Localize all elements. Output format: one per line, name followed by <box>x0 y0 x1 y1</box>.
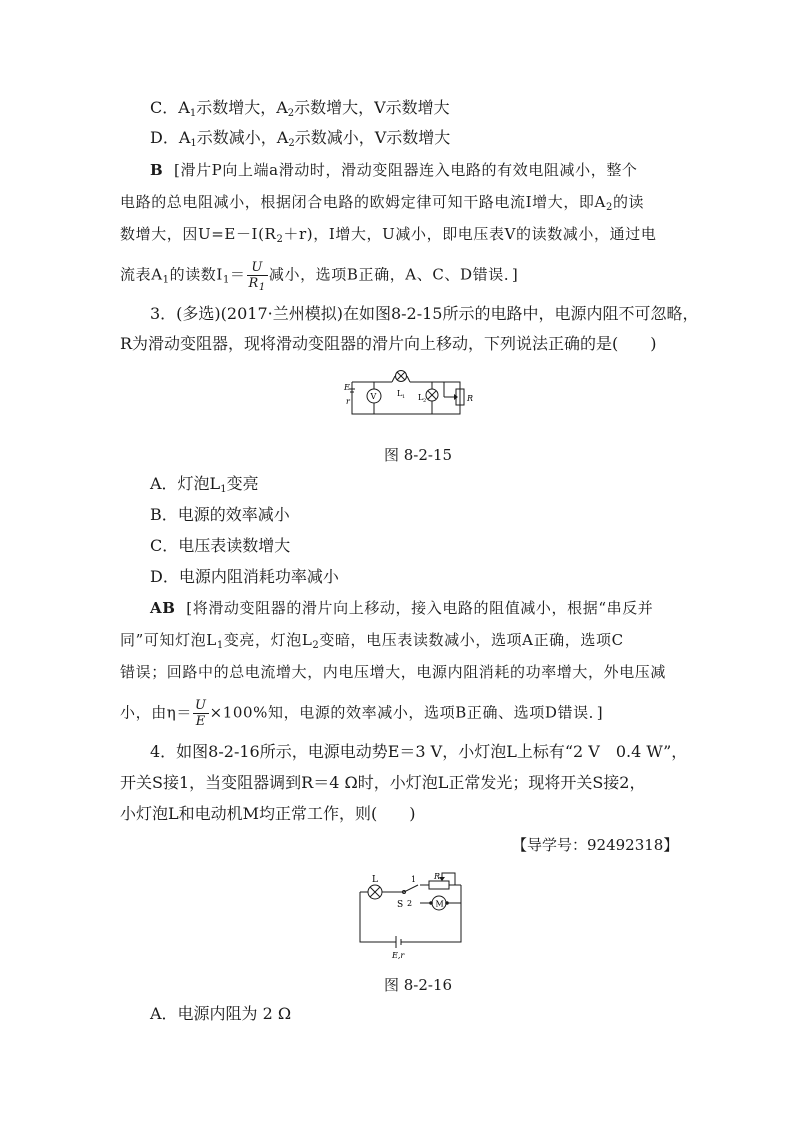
guide-number: 【导学号：92492318】 <box>512 836 679 854</box>
q3-option-d: D．电源内阻消耗功率减小 <box>150 567 339 586</box>
label-l2-sub: 2 <box>423 398 427 404</box>
q3-option-c: C．电压表读数增大 <box>150 536 291 555</box>
q3-answer-letter: AB <box>150 599 176 617</box>
label-switch-s: S <box>397 900 404 910</box>
label-contact-2: 2 <box>407 899 413 908</box>
circuit-diagram-8-2-15 <box>340 366 490 426</box>
circuit-diagram-8-2-16 <box>350 868 470 960</box>
q3-explanation-line-1: AB [将滑动变阻器的滑片向上移动，接入电路的阻值减小，根据“串反并 <box>150 599 654 617</box>
q2-explanation-line-3: 数增大，因$U=E-I(R_2+r)$，I增大，U减小，即电压表V的读数减小，通过电 <box>120 225 657 245</box>
q3-explanation-line-2: 同”可知灯泡$L_1$变亮，灯泡$L_2$变暗，电压表读数减小，选项A正确，选项C <box>120 631 624 651</box>
q2-explanation-line-1: B [滑片P向上端a滑动时，滑动变阻器连入电路的有效电阻减小，整个 <box>150 161 638 179</box>
q2-option-d: D．$A_1$示数减小，$A_2$示数减小，V示数增大 <box>150 128 451 149</box>
label-resistor-r: R <box>434 872 441 881</box>
q3-explanation-line-3: 错误；回路中的总电流增大，内电压增大，电源内阻消耗的功率增大，外电压减 <box>120 663 667 681</box>
label-source-er: E,r <box>392 951 405 960</box>
label-l1-sub: 1 <box>402 394 406 400</box>
q4-option-a: A．电源内阻为 2 Ω <box>150 1004 292 1023</box>
q2-answer-letter: B <box>150 161 164 179</box>
label-lamp-l: L <box>372 875 378 885</box>
figure-caption-8-2-15: 图 8-2-15 <box>384 446 453 464</box>
q4-stem-line-2: 开关S接1，当变阻器调到R＝4 Ω时，小灯泡L正常发光；现将开关S接2， <box>120 773 646 792</box>
q3-explanation-line-4: 小，由η＝ $\frac{U}{E}$ ×100%知，电源的效率减小，选项B正确、选项D错误．] <box>120 698 604 729</box>
q2-fraction: $\frac{U}{R_1}$ <box>248 260 266 293</box>
label-motor-m: M <box>435 899 444 909</box>
q3-fraction: $\frac{U}{E}$ <box>195 698 207 729</box>
figure-caption-8-2-16: 图 8-2-16 <box>384 976 453 994</box>
q3-stem-line-2: R为滑动变阻器，现将滑动变阻器的滑片向上移动，下列说法正确的是( ) <box>120 334 657 353</box>
label-resistor: R <box>467 394 474 403</box>
q4-stem-line-1: 4．如图8-2-16所示，电源电动势E＝3 V，小灯泡L上标有“2 V 0.4 W”， <box>150 742 688 761</box>
label-voltmeter: V <box>370 392 377 401</box>
label-contact-1: 1 <box>411 875 417 884</box>
q3-option-b: B．电源的效率减小 <box>150 505 290 524</box>
label-r: r <box>346 397 350 406</box>
label-e: E <box>344 383 350 392</box>
q2-option-c: C．$A_1$示数增大，$A_2$示数增大，V示数增大 <box>150 98 450 119</box>
q3-option-a: A．灯泡$L_1$变亮 <box>150 474 259 495</box>
label-l1: L <box>397 389 403 398</box>
label-l2: L <box>418 393 424 402</box>
q3-stem-line-1: 3．(多选)(2017·兰州模拟)在如图8-2-15所示的电路中，电源内阻不可忽略， <box>150 304 699 323</box>
q4-stem-line-3: 小灯泡L和电动机M均正常工作，则( ) <box>120 804 416 823</box>
q2-explanation-line-2: 电路的总电阻减小，根据闭合电路的欧姆定律可知干路电流I增大，即$A_2$的读 <box>120 193 645 213</box>
q2-explanation-line-4: 流表$A_1$的读数$I_1=$ $\frac{U}{R_1}$ 减小，选项B正确，A、C、D错误．] <box>120 260 519 293</box>
